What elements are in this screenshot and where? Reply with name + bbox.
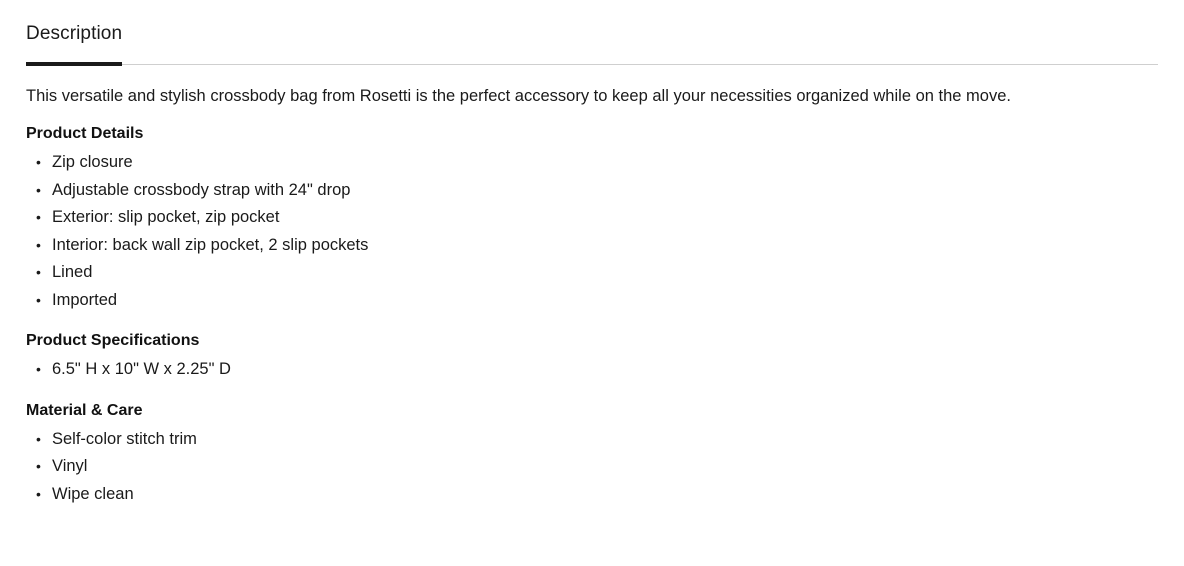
list-item bbox=[36, 481, 1158, 509]
product-specifications-list bbox=[26, 356, 1158, 384]
description-content bbox=[26, 65, 1158, 508]
list-item bbox=[36, 204, 1158, 232]
list-item bbox=[36, 453, 1158, 481]
list-item-label: Adjustable crossbody strap with 24" drop bbox=[52, 180, 351, 199]
section-material-care bbox=[26, 400, 1158, 509]
bullet-icon: • bbox=[36, 264, 41, 280]
list-item bbox=[36, 177, 1158, 205]
list-item-label: Vinyl bbox=[52, 457, 88, 475]
tab-description[interactable] bbox=[26, 22, 122, 66]
tab-description-label: Description bbox=[26, 23, 123, 44]
tab-bar bbox=[26, 0, 1158, 65]
section-title-product-details: Product Details bbox=[26, 125, 144, 142]
bullet-icon: • bbox=[36, 485, 41, 502]
list-item bbox=[36, 426, 1158, 454]
list-item-label: Imported bbox=[52, 290, 118, 309]
bullet-icon: • bbox=[36, 181, 41, 198]
bullet-icon: • bbox=[36, 154, 41, 170]
list-item-label: Self-color stitch trim bbox=[52, 429, 197, 448]
bullet-icon: • bbox=[36, 458, 41, 474]
list-item bbox=[36, 232, 1158, 260]
bullet-icon: • bbox=[36, 236, 41, 253]
list-item bbox=[36, 287, 1158, 315]
material-care-list bbox=[26, 426, 1158, 509]
list-item bbox=[36, 149, 1158, 177]
bullet-icon: • bbox=[36, 291, 41, 308]
section-product-specifications bbox=[26, 330, 1158, 384]
product-details-list bbox=[26, 149, 1158, 314]
list-item bbox=[36, 356, 1158, 384]
bullet-icon: • bbox=[36, 361, 41, 377]
list-item-label: Wipe clean bbox=[52, 484, 134, 503]
bullet-icon: • bbox=[36, 430, 41, 447]
list-item bbox=[36, 259, 1158, 287]
list-item-label: 6.5" H x 10" W x 2.25" D bbox=[52, 360, 231, 378]
description-intro: This versatile and stylish crossbody bag from Rosetti is the perfect accessory to keep all your necessities organized while on the move. bbox=[26, 87, 1011, 105]
list-item-label: Interior: back wall zip pocket, 2 slip pockets bbox=[52, 235, 369, 254]
list-item-label: Lined bbox=[52, 263, 93, 281]
bullet-icon: • bbox=[36, 209, 41, 225]
list-item-label: Zip closure bbox=[52, 153, 133, 171]
list-item-label: Exterior: slip pocket, zip pocket bbox=[52, 208, 280, 226]
section-title-material-care: Material & Care bbox=[26, 401, 143, 419]
section-product-details bbox=[26, 123, 1158, 314]
section-title-product-specifications: Product Specifications bbox=[26, 332, 200, 349]
